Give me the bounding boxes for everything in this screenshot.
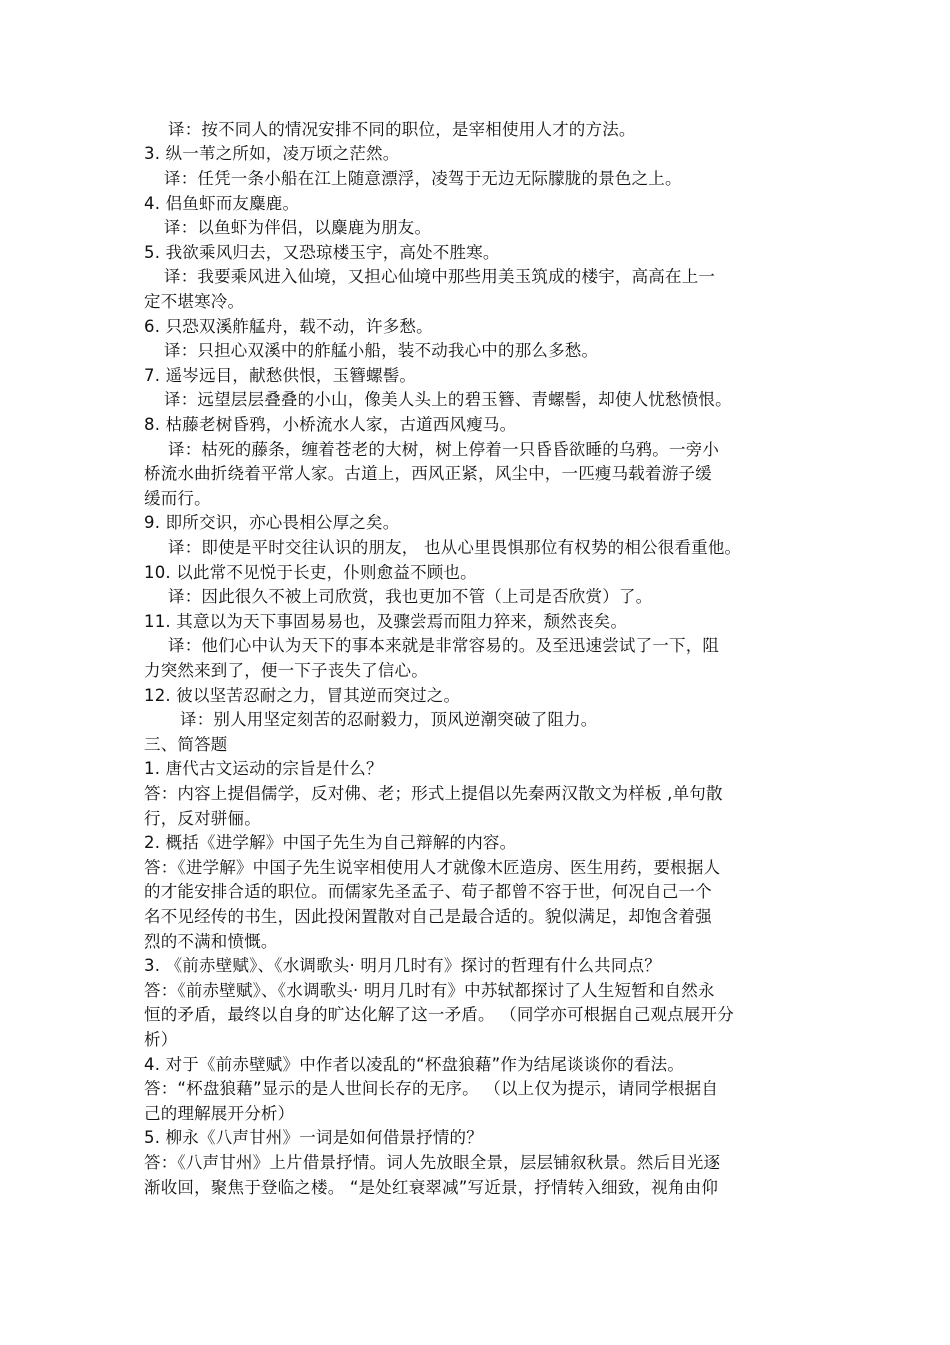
text-line: 答：《前赤壁赋》、《水调歌头· 明月几时有》中苏轼都探讨了人生短暂和自然永 bbox=[144, 981, 715, 1000]
text-line: 10. 以此常不见悦于长吏，仆则愈益不顾也。 bbox=[144, 563, 477, 582]
text-line: 8. 枯藤老树昏鸦，小桥流水人家，古道西风瘦马。 bbox=[144, 415, 517, 434]
section-heading: 三、简答题 bbox=[144, 735, 228, 754]
text-line: 译：远望层层叠叠的小山，像美人头上的碧玉簪、青螺髻，却使人忧愁愤恨。 bbox=[164, 390, 732, 409]
text-line: 译：按不同人的情况安排不同的职位，是宰相使用人才的方法。 bbox=[168, 120, 636, 139]
text-line: 译：即使是平时交往认识的朋友， 也从心里畏惧那位有权势的相公很看重他。 bbox=[168, 538, 742, 557]
text-line: 3. 纵一苇之所如，凌万顷之茫然。 bbox=[144, 144, 400, 163]
text-line: 译：他们心中认为天下的事本来就是非常容易的。及至迅速尝试了一下，阻 bbox=[168, 636, 720, 655]
text-line: 5. 柳永《八声甘州》一词是如何借景抒情的？ bbox=[144, 1128, 483, 1147]
text-line: 答：“杯盘狼藉”显示的是人世间长存的无序。 （以上仅为提示，请同学根据自 bbox=[144, 1079, 719, 1098]
text-line: 力突然来到了，便一下子丧失了信心。 bbox=[144, 661, 428, 680]
text-line: 答：内容上提倡儒学，反对佛、老；形式上提倡以先秦两汉散文为样板 ,单句散 bbox=[144, 784, 723, 803]
text-line: 译：我要乘风进入仙境，又担心仙境中那些用美玉筑成的楼宇，高高在上一 bbox=[164, 267, 716, 286]
text-line: 己的理解展开分析） bbox=[144, 1104, 295, 1123]
text-line: 的才能安排合适的职位。而儒家先圣孟子、荀子都曾不容于世，何况自己一个 bbox=[144, 882, 712, 901]
text-line: 定不堪寒冷。 bbox=[144, 292, 245, 311]
text-line: 析） bbox=[144, 1030, 178, 1049]
text-line: 7. 遥岑远目，献愁供恨，玉簪螺髻。 bbox=[144, 366, 417, 385]
text-line: 渐收回，聚焦于登临之楼。 “是处红衰翠减”写近景，抒情转入细致，视角由仰 bbox=[144, 1178, 719, 1197]
text-line: 缓而行。 bbox=[144, 489, 211, 508]
text-line: 烈的不满和愤慨。 bbox=[144, 932, 278, 951]
text-line: 译：因此很久不被上司欣赏，我也更加不管（上司是否欣赏）了。 bbox=[168, 587, 653, 606]
text-line: 4. 对于《前赤壁赋》中作者以凌乱的“杯盘狼藉”作为结尾谈谈你的看法。 bbox=[144, 1055, 685, 1074]
text-line: 桥流水曲折绕着平常人家。古道上，西风正紧，风尘中，一匹瘦马载着游子缓 bbox=[144, 464, 712, 483]
text-line: 恒的矛盾，最终以自身的旷达化解了这一矛盾。 （同学亦可根据自己观点展开分 bbox=[144, 1005, 734, 1024]
text-line: 译：枯死的藤条，缠着苍老的大树，树上停着一只昏昏欲睡的乌鸦。一旁小 bbox=[168, 440, 720, 459]
text-line: 3. 《前赤壁赋》、《水调歌头· 明月几时有》探讨的哲理有什么共同点？ bbox=[144, 956, 661, 975]
text-line: 5. 我欲乘风归去，又恐琼楼玉宇，高处不胜寒。 bbox=[144, 243, 500, 262]
text-line: 译：别人用坚定刻苦的忍耐毅力，顶风逆潮突破了阻力。 bbox=[180, 710, 598, 729]
text-line: 答：《进学解》中国子先生说宰相使用人才就像木匠造房、医生用药，要根据人 bbox=[144, 858, 721, 877]
text-line: 行，反对骈俪。 bbox=[144, 809, 261, 828]
text-line: 答：《八声甘州》上片借景抒情。词人先放眼全景，层层铺叙秋景。然后目光逐 bbox=[144, 1153, 721, 1172]
text-line: 2. 概括《进学解》中国子先生为自己辩解的内容。 bbox=[144, 833, 517, 852]
text-line: 名不见经传的书生，因此投闲置散对自己是最合适的。貌似满足，却饱含着强 bbox=[144, 907, 712, 926]
text-line: 9. 即所交识，亦心畏相公厚之矣。 bbox=[144, 513, 400, 532]
text-line: 12. 彼以坚苦忍耐之力，冒其逆而突过之。 bbox=[144, 686, 461, 705]
text-line: 11. 其意以为天下事固易易也，及骤尝焉而阻力猝来，颓然丧矣。 bbox=[144, 612, 628, 631]
text-line: 6. 只恐双溪舴艋舟，载不动，许多愁。 bbox=[144, 317, 433, 336]
text-line: 译：以鱼虾为伴侣，以麋鹿为朋友。 bbox=[164, 218, 432, 237]
text-line: 1. 唐代古文运动的宗旨是什么？ bbox=[144, 759, 383, 778]
text-line: 4. 侣鱼虾而友麋鹿。 bbox=[144, 194, 300, 213]
text-line: 译：任凭一条小船在江上随意漂浮，凌驾于无边无际朦胧的景色之上。 bbox=[164, 169, 682, 188]
text-line: 译：只担心双溪中的舴艋小船，装不动我心中的那么多愁。 bbox=[164, 341, 599, 360]
